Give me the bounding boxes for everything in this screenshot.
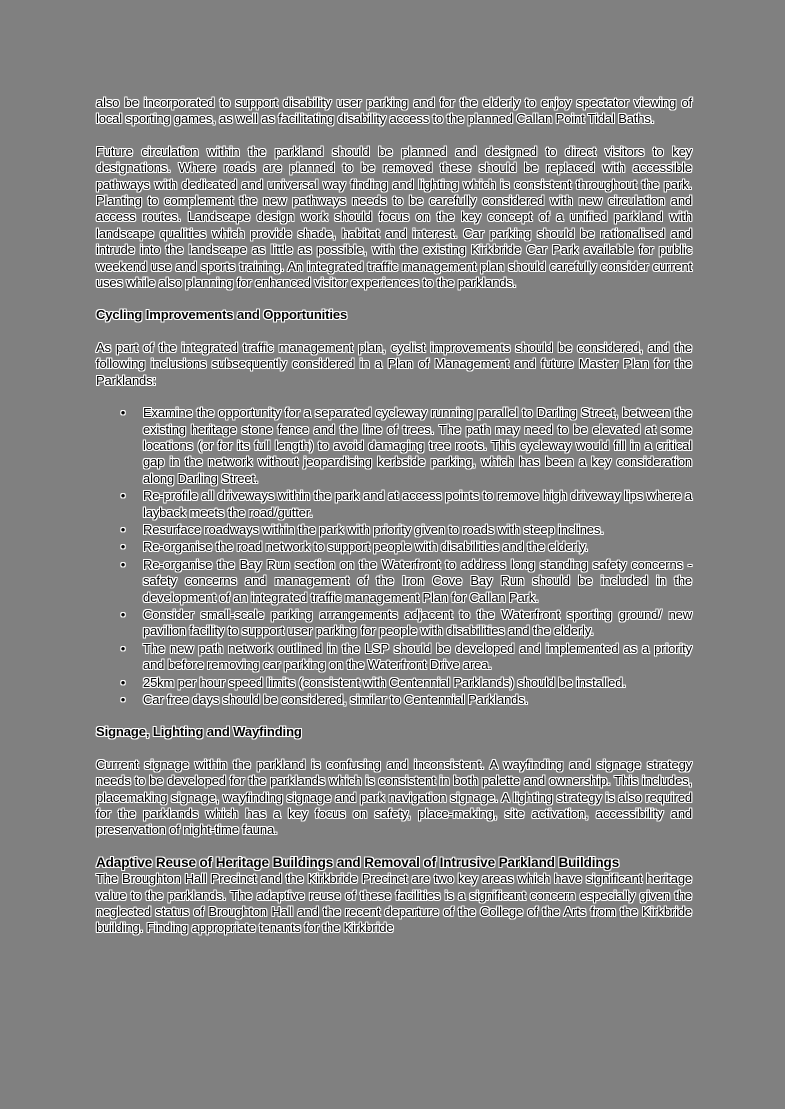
bullet-icon: • [120, 692, 126, 707]
list-item [96, 641, 692, 674]
list-item [96, 405, 692, 487]
list-item-text: Re-organise the Bay Run section on the Waterfront to address long standing safety concerns - safety concerns and management of the Iron Cove Bay Run should be included in the development of an integrated traffic management Plan for Callan Park. [143, 556, 692, 605]
cycling-improvements-list [96, 405, 692, 708]
list-item-text: The new path network outlined in the LSP should be developed and implemented as a priority and before removing car parking on the Waterfront Drive area. [143, 640, 692, 673]
bullet-icon: • [120, 556, 126, 572]
list-item [96, 675, 692, 691]
paragraph-cycling-intro: As part of the integrated traffic management plan, cyclist improvements should be considered, and the following inclusions subsequently considered in a Plan of Management and future Master Plan for the Parklands: [96, 339, 692, 388]
heading-signage: Signage, Lighting and Wayfinding [96, 724, 302, 740]
list-item-text: Re-organise the road network to support people with disabilities and the elderly. [143, 539, 589, 555]
list-item-text: 25km per hour speed limits (consistent with Centennial Parklands) should be installed. [143, 674, 626, 690]
list-item-text: Examine the opportunity for a separated cycleway running parallel to Darling Street, between the existing heritage stone fence and the line of trees. The path may need to be elevated at some locations (or for its full length) to avoid damaging tree roots. This cycleway would fill in a critical gap in the network without jeopardising kerbside parking, which has been a key consideration along Darling Street. [143, 405, 692, 486]
bullet-icon: • [120, 640, 126, 656]
list-item-text: Consider small-scale parking arrangements adjacent to the Waterfront sporting ground/ new pavilion facility to support user parking for people with disabilities and the elderly. [143, 606, 692, 639]
bullet-icon: • [120, 539, 126, 555]
list-item-text: Car free days should be considered, similar to Centennial Parklands. [143, 692, 529, 707]
list-item [96, 522, 692, 538]
bullet-icon: • [120, 405, 126, 421]
bullet-icon: • [120, 606, 126, 622]
bullet-icon: • [120, 521, 126, 537]
bullet-icon: • [120, 488, 126, 504]
heading-cycling: Cycling Improvements and Opportunities [96, 307, 348, 323]
list-item-text: Resurface roadways within the park with priority given to roads with steep inclines. [143, 521, 604, 537]
list-item [96, 692, 692, 708]
paragraph-future-circulation: Future circulation within the parkland should be planned and designed to direct visitors to key designations. Where roads are planned to be removed these should be replaced with accessible pathways with dedicated and universal way finding and lighting which is consistent throughout the park. Planting to complement the new pathways needs to be carefully considered with new circulation and access routes. Landscape design work should focus on the key concept of a unified parkland with landscape qualities which provide shade, habitat and interest. Car parking should be rationalised and intrude into the landscape as little as possible, with the existing Kirkbride Car Park available for public weekend use and sports training. An integrated traffic management plan should carefully consider current uses while also planning for enhanced visitor experiences to the parklands. [96, 143, 692, 291]
paragraph-adaptive-reuse: The Broughton Hall Precinct and the Kirkbride Precinct are two key areas which have significant heritage value to the parklands. The adaptive reuse of these facilities is a significant concern especially given the neglected status of Broughton Hall and the recent departure of the College of the Arts from the Kirkbride building. Finding appropriate tenants for the Kirkbride [96, 871, 692, 936]
paragraph-signage: Current signage within the parkland is confusing and inconsistent. A wayfinding and signage strategy needs to be developed for the parklands which is consistent in both palette and ownership. This includes, placemaking signage, wayfinding signage and park navigation signage. A lighting strategy is also required for the parklands which has a key focus on safety, place-making, site activation, accessibility and preservation of night-time fauna. [96, 756, 692, 838]
heading-adaptive-reuse: Adaptive Reuse of Heritage Buildings and Removal of Intrusive Parkland Buildings [96, 854, 620, 870]
paragraph-disability-parking: also be incorporated to support disability user parking and for the elderly to enjoy spectator viewing of local sporting games, as well as facilitating disability access to the planned Callan Point Tidal Baths. [96, 95, 692, 127]
list-item [96, 488, 692, 521]
document-page [96, 95, 692, 953]
list-item [96, 607, 692, 640]
list-item-text: Re-profile all driveways within the park and at access points to remove high driveway lips where a layback meets the road/gutter. [143, 488, 692, 520]
bullet-icon: • [120, 674, 126, 690]
list-item [96, 557, 692, 606]
list-item [96, 539, 692, 555]
